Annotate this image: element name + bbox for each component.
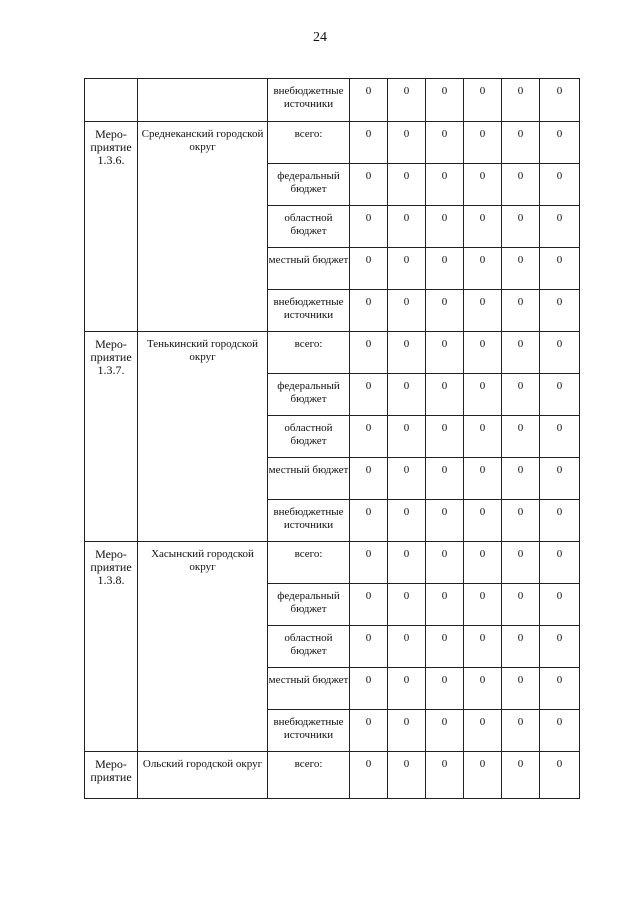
source-cell: внебюджетные источники xyxy=(268,500,350,542)
value-cell: 0 xyxy=(464,206,502,248)
table-row xyxy=(85,752,580,799)
source-cell: областной бюджет xyxy=(268,416,350,458)
value-cell: 0 xyxy=(388,626,426,668)
value-cell: 0 xyxy=(350,206,388,248)
value-cell: 0 xyxy=(350,122,388,164)
district-cell: Среднеканский городской округ xyxy=(138,122,268,332)
value-cell: 0 xyxy=(540,374,580,416)
source-cell: внебюджетные источники xyxy=(268,79,350,122)
value-cell: 0 xyxy=(388,710,426,752)
source-cell: внебюджетные источники xyxy=(268,710,350,752)
value-cell: 0 xyxy=(502,290,540,332)
value-cell: 0 xyxy=(502,752,540,799)
budget-table xyxy=(84,78,580,799)
event-cell: Меро-приятие 1.3.7. xyxy=(85,332,138,542)
source-cell: внебюджетные источники xyxy=(268,290,350,332)
source-cell: местный бюджет xyxy=(268,458,350,500)
value-cell: 0 xyxy=(540,122,580,164)
value-cell: 0 xyxy=(464,164,502,206)
value-cell: 0 xyxy=(502,79,540,122)
table-row xyxy=(85,79,580,122)
value-cell: 0 xyxy=(464,458,502,500)
value-cell: 0 xyxy=(350,332,388,374)
value-cell: 0 xyxy=(426,416,464,458)
table-body xyxy=(85,79,580,799)
value-cell: 0 xyxy=(540,290,580,332)
value-cell: 0 xyxy=(502,206,540,248)
value-cell: 0 xyxy=(502,626,540,668)
value-cell: 0 xyxy=(388,206,426,248)
value-cell: 0 xyxy=(426,500,464,542)
value-cell: 0 xyxy=(388,79,426,122)
table-row xyxy=(85,332,580,374)
value-cell: 0 xyxy=(388,668,426,710)
value-cell: 0 xyxy=(350,458,388,500)
value-cell: 0 xyxy=(426,752,464,799)
value-cell: 0 xyxy=(464,626,502,668)
page-number: 24 xyxy=(313,30,327,45)
value-cell: 0 xyxy=(350,542,388,584)
value-cell: 0 xyxy=(464,500,502,542)
value-cell: 0 xyxy=(350,500,388,542)
source-cell: всего: xyxy=(268,122,350,164)
value-cell: 0 xyxy=(426,206,464,248)
value-cell: 0 xyxy=(502,248,540,290)
value-cell: 0 xyxy=(540,332,580,374)
value-cell: 0 xyxy=(426,332,464,374)
value-cell: 0 xyxy=(350,752,388,799)
source-cell: всего: xyxy=(268,752,350,799)
value-cell: 0 xyxy=(464,290,502,332)
value-cell: 0 xyxy=(388,164,426,206)
value-cell: 0 xyxy=(540,79,580,122)
value-cell: 0 xyxy=(426,122,464,164)
event-cell: Меро-приятие xyxy=(85,752,138,799)
source-cell: всего: xyxy=(268,332,350,374)
value-cell: 0 xyxy=(502,416,540,458)
value-cell: 0 xyxy=(350,668,388,710)
value-cell: 0 xyxy=(502,542,540,584)
value-cell: 0 xyxy=(426,584,464,626)
value-cell: 0 xyxy=(388,752,426,799)
value-cell: 0 xyxy=(540,710,580,752)
value-cell: 0 xyxy=(464,79,502,122)
value-cell: 0 xyxy=(388,248,426,290)
event-cell xyxy=(85,79,138,122)
value-cell: 0 xyxy=(540,206,580,248)
value-cell: 0 xyxy=(502,668,540,710)
source-cell: областной бюджет xyxy=(268,206,350,248)
value-cell: 0 xyxy=(464,416,502,458)
district-cell: Тенькинский городской округ xyxy=(138,332,268,542)
value-cell: 0 xyxy=(540,164,580,206)
value-cell: 0 xyxy=(464,710,502,752)
source-cell: федеральный бюджет xyxy=(268,374,350,416)
value-cell: 0 xyxy=(464,122,502,164)
value-cell: 0 xyxy=(388,500,426,542)
value-cell: 0 xyxy=(426,374,464,416)
value-cell: 0 xyxy=(350,710,388,752)
value-cell: 0 xyxy=(350,248,388,290)
district-cell: Хасынский городской округ xyxy=(138,542,268,752)
value-cell: 0 xyxy=(350,79,388,122)
value-cell: 0 xyxy=(540,416,580,458)
value-cell: 0 xyxy=(350,374,388,416)
value-cell: 0 xyxy=(502,374,540,416)
value-cell: 0 xyxy=(388,584,426,626)
value-cell: 0 xyxy=(426,458,464,500)
value-cell: 0 xyxy=(426,79,464,122)
value-cell: 0 xyxy=(388,416,426,458)
value-cell: 0 xyxy=(464,584,502,626)
value-cell: 0 xyxy=(540,542,580,584)
value-cell: 0 xyxy=(464,668,502,710)
value-cell: 0 xyxy=(464,752,502,799)
value-cell: 0 xyxy=(388,332,426,374)
value-cell: 0 xyxy=(388,374,426,416)
value-cell: 0 xyxy=(388,122,426,164)
value-cell: 0 xyxy=(426,710,464,752)
district-cell: Ольский городской округ xyxy=(138,752,268,799)
value-cell: 0 xyxy=(464,542,502,584)
value-cell: 0 xyxy=(464,332,502,374)
value-cell: 0 xyxy=(502,710,540,752)
value-cell: 0 xyxy=(540,626,580,668)
table-row xyxy=(85,122,580,164)
value-cell: 0 xyxy=(426,290,464,332)
value-cell: 0 xyxy=(502,458,540,500)
table-row xyxy=(85,542,580,584)
value-cell: 0 xyxy=(388,290,426,332)
value-cell: 0 xyxy=(540,458,580,500)
value-cell: 0 xyxy=(350,164,388,206)
value-cell: 0 xyxy=(350,416,388,458)
source-cell: местный бюджет xyxy=(268,248,350,290)
source-cell: областной бюджет xyxy=(268,626,350,668)
event-cell: Меро-приятие 1.3.6. xyxy=(85,122,138,332)
source-cell: всего: xyxy=(268,542,350,584)
value-cell: 0 xyxy=(350,584,388,626)
value-cell: 0 xyxy=(502,584,540,626)
value-cell: 0 xyxy=(540,500,580,542)
value-cell: 0 xyxy=(426,668,464,710)
value-cell: 0 xyxy=(464,374,502,416)
source-cell: местный бюджет xyxy=(268,668,350,710)
value-cell: 0 xyxy=(464,248,502,290)
value-cell: 0 xyxy=(540,752,580,799)
value-cell: 0 xyxy=(502,500,540,542)
value-cell: 0 xyxy=(350,290,388,332)
source-cell: федеральный бюджет xyxy=(268,584,350,626)
value-cell: 0 xyxy=(540,248,580,290)
value-cell: 0 xyxy=(426,248,464,290)
value-cell: 0 xyxy=(388,458,426,500)
value-cell: 0 xyxy=(502,122,540,164)
value-cell: 0 xyxy=(426,164,464,206)
value-cell: 0 xyxy=(540,668,580,710)
value-cell: 0 xyxy=(502,164,540,206)
event-cell: Меро-приятие 1.3.8. xyxy=(85,542,138,752)
source-cell: федеральный бюджет xyxy=(268,164,350,206)
district-cell xyxy=(138,79,268,122)
value-cell: 0 xyxy=(426,626,464,668)
value-cell: 0 xyxy=(388,542,426,584)
value-cell: 0 xyxy=(540,584,580,626)
value-cell: 0 xyxy=(350,626,388,668)
value-cell: 0 xyxy=(502,332,540,374)
value-cell: 0 xyxy=(426,542,464,584)
